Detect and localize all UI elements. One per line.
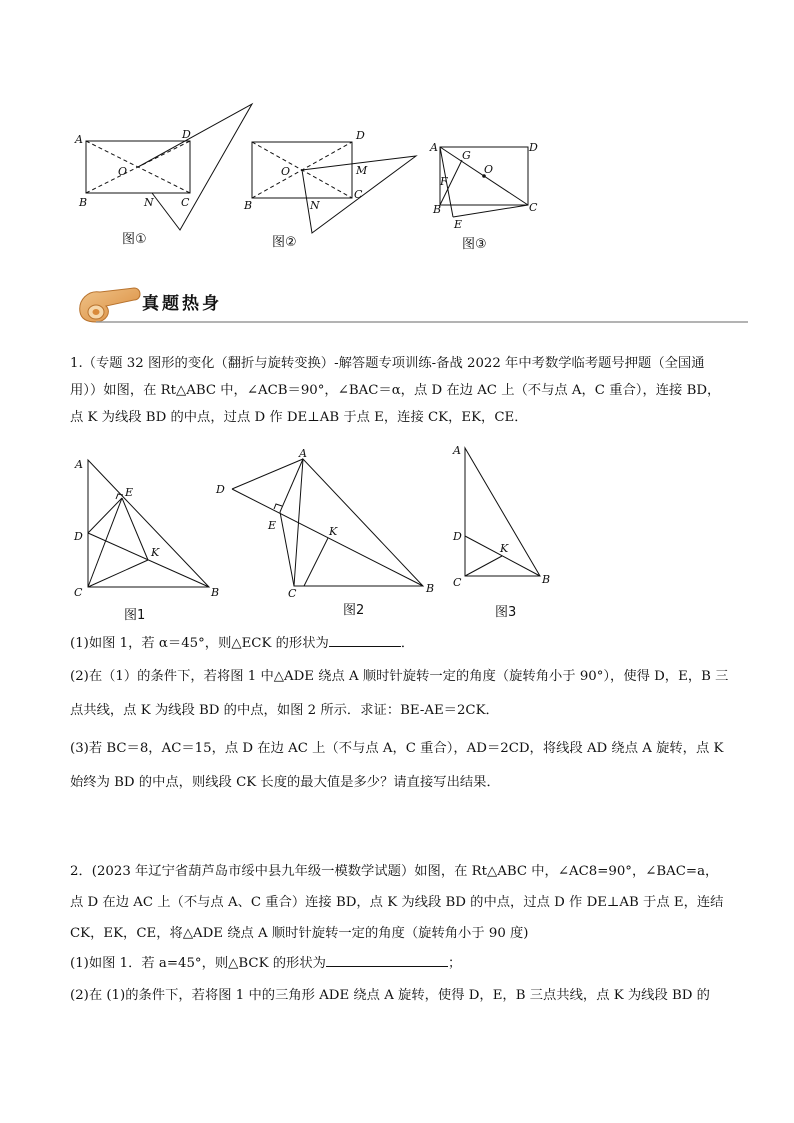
label-M: M (356, 164, 368, 177)
problem-1-figure-1-diagram (70, 450, 230, 620)
problem-1-figure-2-diagram (210, 445, 445, 605)
problem-1-figure-3 (445, 440, 565, 600)
top-figure-2-diagram (240, 125, 425, 240)
problem-2-intro: 2．(2023 年辽宁省葫芦岛市绥中县九年级一模数学试题）如图，在 Rt△ABC 中，∠AC8=90°，∠BAC=a，点 D 在边 AC 上（不与点 A、C 重合）连接 BD，点 K 为线段 BD 的中点，过点 D 作 DE⊥AB 于点 E，连结 CK，EK，CE，将△ADE 绕点 A 顺时针旋转一定的角度（旋转角小于 90 度) (70, 864, 724, 941)
label-A: A (299, 447, 307, 460)
label-D: D (182, 128, 191, 141)
top-figure-1-caption: 图① (122, 232, 147, 247)
label-B: B (426, 582, 435, 595)
label-C: C (354, 188, 363, 201)
top-figure-3-caption: 图③ (462, 237, 487, 252)
label-E: E (125, 486, 134, 499)
label-D: D (216, 483, 225, 496)
problem-1-question-1 (70, 630, 730, 657)
problem-1-figure-1 (70, 450, 230, 620)
label-G: G (462, 149, 471, 162)
answer-blank[interactable] (329, 632, 401, 647)
label-N: N (144, 196, 154, 209)
label-C: C (181, 196, 190, 209)
problem-1-intro: 1.（专题 32 图形的变化（翻折与旋转变换）-解答题专项训练-备战 2022 年中考数学临考题号押题（全国通用））如图，在 Rt△ABC 中，∠ACB＝90°，∠BAC＝α，点 D 在边 AC 上（不与点 A，C 重合），连接 BD，点 K 为线段 BD 的中点，过点 D 作 DE⊥AB 于点 E，连接 CK，EK，CE． (70, 356, 721, 425)
label-A: A (430, 141, 438, 154)
top-figure-2-caption: 图② (272, 235, 297, 250)
label-E: E (454, 218, 463, 231)
label-C: C (288, 587, 297, 600)
label-B: B (211, 586, 220, 599)
label-A: A (75, 458, 83, 471)
label-C: C (74, 586, 83, 599)
label-E: E (268, 519, 277, 532)
label-O: O (118, 165, 128, 178)
problem-1-figure-3-diagram (445, 440, 565, 600)
label-D: D (74, 530, 83, 543)
problem-1-figure-1-caption: 图1 (124, 608, 146, 623)
problem-1-question-1-text: (1)如图 1，若 α＝45°，则△ECK 的形状为 (70, 636, 329, 651)
problem-1-figure-3-caption: 图3 (495, 605, 517, 620)
label-B: B (542, 573, 551, 586)
top-figure-3-diagram (425, 135, 555, 235)
problem-1-question-2: (2)在（1）的条件下，若将图 1 中△ADE 绕点 A 顺时针旋转一定的角度（旋转角小于 90°），使得 D，E，B 三点共线，点 K 为线段 BD 的中点，如图 2 所示．求证：BE-AE＝2CK． (70, 669, 729, 718)
label-B: B (79, 196, 88, 209)
top-figure-1-diagram (70, 100, 260, 245)
problem-1-figure-2 (210, 445, 445, 605)
label-K: K (151, 546, 160, 559)
section-title: 真题热身 (142, 294, 222, 314)
label-O: O (281, 165, 291, 178)
label-D: D (453, 530, 462, 543)
problem-2-question-1-text: (1)如图 1．若 a=45°，则△BCK 的形状为 (70, 956, 326, 971)
label-A: A (75, 133, 83, 146)
top-figure-1 (70, 100, 260, 245)
label-B: B (433, 203, 442, 216)
label-O: O (484, 163, 494, 176)
problem-2-question-1-end: ； (447, 956, 462, 971)
label-D: D (356, 129, 365, 142)
label-F: F (440, 175, 448, 188)
label-C: C (529, 201, 538, 214)
top-figure-3 (425, 135, 555, 235)
label-A: A (453, 444, 461, 457)
problem-2-question-2: (2)在 (1)的条件下，若将图 1 中的三角形 ADE 绕点 A 旋转，使得 D，E，B 三点共线，点 K 为线段 BD 的 (70, 988, 710, 1003)
problem-1-figure-2-caption: 图2 (343, 603, 365, 618)
answer-blank[interactable] (326, 952, 448, 967)
label-N: N (310, 199, 320, 212)
problem-1-question-1-end: ． (400, 636, 415, 651)
label-K: K (500, 542, 509, 555)
label-C: C (453, 576, 462, 589)
label-K: K (329, 525, 338, 538)
label-D: D (529, 141, 538, 154)
label-B: B (244, 199, 253, 212)
problem-2-question-1 (70, 950, 730, 977)
top-figure-2 (240, 125, 425, 240)
problem-1-question-3: (3)若 BC＝8，AC＝15，点 D 在边 AC 上（不与点 A，C 重合），AD＝2CD，将线段 AD 绕点 A 旋转，点 K 始终为 BD 的中点，则线段 CK 长度的最大值是多少？请直接写出结果． (70, 741, 724, 790)
